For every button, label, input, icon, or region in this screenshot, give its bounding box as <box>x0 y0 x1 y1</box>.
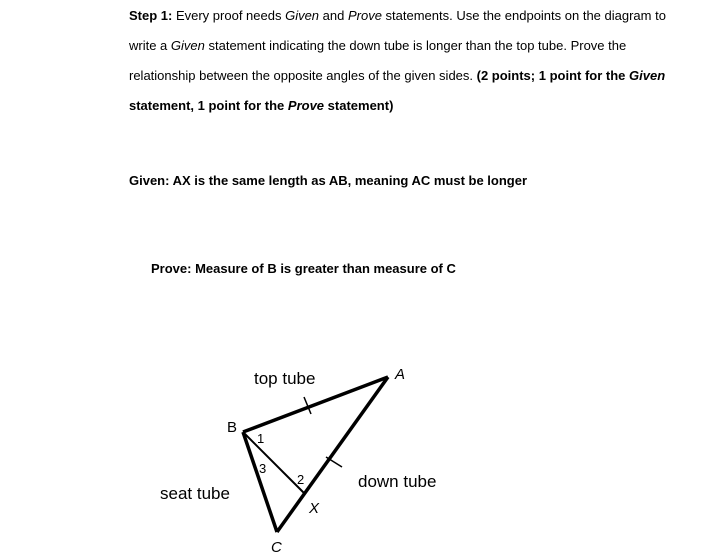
vertex-a: A <box>395 366 406 383</box>
points-note: (2 points; 1 point for the Given statement, 1 point for the Prove statement) <box>129 68 666 113</box>
angle-1: 1 <box>257 431 265 446</box>
down-tube-side <box>277 377 388 532</box>
prove-statement: Prove: Measure of B is greater than measure of C <box>151 261 456 276</box>
given-word: Given <box>285 8 320 23</box>
vertex-c: C <box>271 539 282 555</box>
text: statements. Use the endpoints on the diagram to write a <box>129 8 666 53</box>
text: and <box>319 8 348 23</box>
label-top-tube: top tube <box>254 369 316 388</box>
angle-3: 3 <box>259 461 267 476</box>
given-word: Given <box>170 38 205 53</box>
seat-tube-side <box>243 432 277 532</box>
angle-2: 2 <box>297 472 305 487</box>
text: Every proof needs <box>172 8 286 23</box>
label-seat-tube: seat tube <box>160 484 230 503</box>
prove-word: Prove <box>347 8 382 23</box>
text: statement indicating the down tube is longer than the top tube. Prove the relationship between the opposite angles of the given sides. <box>129 38 627 83</box>
point-x: X <box>309 500 320 517</box>
label-down-tube: down tube <box>358 472 437 491</box>
vertex-b: B <box>227 419 238 436</box>
given-statement: Given: AX is the same length as AB, meaning AC must be longer <box>129 173 528 188</box>
step-label: Step 1: <box>129 8 173 23</box>
